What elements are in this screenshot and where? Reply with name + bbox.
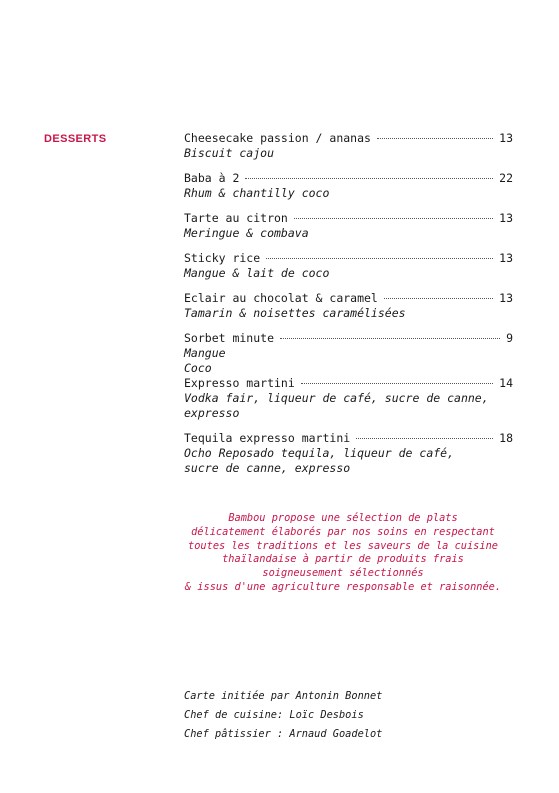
item-price: 9 [506, 331, 513, 345]
item-price: 13 [499, 291, 513, 305]
item-name: Sticky rice [184, 251, 261, 265]
item-description: Tamarin & noisettes caramélisées [184, 306, 406, 320]
item-description: Biscuit cajou [184, 146, 275, 160]
item-name: Tequila expresso martini [184, 431, 351, 445]
credit-line: Carte initiée par Antonin Bonnet [184, 690, 383, 702]
item-description: Meringue & combava [184, 226, 309, 240]
note-line: & issus d'une agriculture responsable et raisonnée. [184, 580, 502, 593]
note-line: toutes les traditions et les saveurs de la cuisine [188, 539, 498, 552]
leader-dots [294, 218, 493, 219]
menu-item [184, 331, 513, 376]
item-price: 18 [499, 431, 513, 445]
credit-line: Chef pâtissier : Arnaud Goadelot [184, 728, 383, 740]
menu-item [184, 211, 513, 241]
cocktails-list [184, 376, 513, 486]
item-name: Sorbet minute [184, 331, 275, 345]
credit-line: Chef de cuisine: Loïc Desbois [184, 709, 364, 721]
item-price: 13 [499, 211, 513, 225]
leader-dots [384, 298, 493, 299]
restaurant-note [170, 512, 516, 595]
item-description: Rhum & chantilly coco [184, 186, 330, 200]
leader-dots [245, 178, 493, 179]
item-description: sucre de canne, expresso [184, 461, 351, 475]
item-description: Coco [184, 361, 212, 375]
leader-dots [266, 258, 493, 259]
menu-item [184, 251, 513, 281]
item-price: 14 [499, 376, 513, 390]
item-description: Vodka fair, liqueur de café, sucre de canne, [184, 391, 489, 405]
note-line: Bambou propose une sélection de plats [228, 512, 458, 524]
item-description: Ocho Reposado tequila, liqueur de café, [184, 446, 455, 460]
leader-dots [377, 138, 493, 139]
item-price: 13 [499, 251, 513, 265]
item-name: Tarte au citron [184, 211, 288, 225]
menu-item [184, 431, 513, 476]
item-price: 22 [499, 171, 513, 185]
desserts-list [184, 131, 513, 386]
leader-dots [356, 438, 493, 439]
menu-item [184, 131, 513, 161]
item-price: 13 [499, 131, 513, 145]
item-description: expresso [184, 406, 240, 420]
item-name: Baba à 2 [184, 171, 240, 185]
item-description: Mangue [184, 346, 226, 360]
menu-item [184, 171, 513, 201]
note-line: délicatement élaborés par nos soins en respectant [191, 525, 495, 538]
leader-dots [301, 383, 493, 384]
item-name: Expresso martini [184, 376, 295, 390]
note-line: thaïlandaise à partir de produits frais [222, 553, 464, 566]
leader-dots [280, 338, 500, 339]
item-description: Mangue & lait de coco [184, 266, 330, 280]
item-name: Cheesecake passion / ananas [184, 131, 371, 145]
menu-item [184, 376, 513, 421]
section-title-desserts: DESSERTS [44, 133, 107, 145]
note-line: soigneusement sélectionnés [262, 567, 424, 580]
credits [184, 689, 382, 746]
item-name: Eclair au chocolat & caramel [184, 291, 378, 305]
menu-item [184, 291, 513, 321]
